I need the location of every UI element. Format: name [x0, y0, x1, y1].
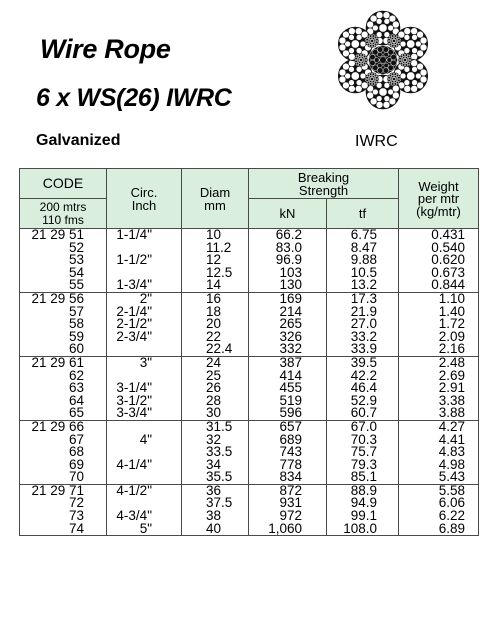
- cell-kn: [249, 356, 327, 420]
- cell-value-diam: 36: [206, 482, 222, 498]
- cell-diam: [182, 484, 249, 535]
- cell-value-circ: 1-1/2": [116, 252, 152, 268]
- cell-value-diam: 22.4: [206, 341, 233, 357]
- rope-construction-title: 6 x WS(26) IWRC: [36, 84, 232, 112]
- cell-value-wt: 2.69: [438, 367, 465, 383]
- cell-value-kn: 834: [279, 469, 302, 485]
- wire-strand-mark: [399, 60, 402, 63]
- cell-value-kn: 214: [279, 303, 302, 319]
- cell-value-diam: 40: [206, 520, 222, 536]
- table-row-group: [20, 484, 479, 535]
- cell-circ: [107, 229, 182, 293]
- cell-value-tf: 33.2: [350, 328, 377, 344]
- wire-strand-mark: [391, 60, 397, 66]
- cell-value-code: 21 29 66: [31, 418, 84, 434]
- cell-value-code: 58: [68, 316, 84, 332]
- header-circ-line1: Circ.: [130, 184, 158, 200]
- rope-cross-section-icon: [333, 5, 433, 123]
- wire-strand-mark: [372, 65, 378, 71]
- wire-strand-mark: [388, 79, 391, 82]
- wire-strand-mark: [376, 38, 379, 41]
- cell-value-wt: 4.83: [438, 444, 465, 460]
- wire-strand-mark: [370, 15, 377, 22]
- header-breaking-line1: Breaking: [297, 169, 350, 185]
- cell-value-wt: 5.43: [438, 469, 465, 485]
- cell-value-kn: 872: [279, 482, 302, 498]
- wire-strand-mark: [392, 21, 399, 28]
- wire-strand-mark: [355, 28, 362, 35]
- cell-value-wt: 0.540: [431, 239, 465, 255]
- wire-strand-mark: [369, 73, 372, 76]
- cell-value-diam: 30: [206, 405, 222, 421]
- cell-value-tf: 75.7: [350, 444, 377, 460]
- wire-strand-mark: [348, 53, 355, 60]
- cell-value-kn: 931: [279, 495, 302, 511]
- table-row-group: [20, 356, 479, 420]
- cell-value-code: 73: [68, 508, 84, 524]
- cell-value-kn: 414: [279, 367, 302, 383]
- cell-value-kn: 972: [279, 508, 302, 524]
- wire-strand-mark: [339, 76, 346, 83]
- cell-value-diam: 14: [206, 277, 222, 293]
- wire-strand-mark: [403, 58, 406, 61]
- cell-value-code: 64: [68, 392, 84, 408]
- cell-value-wt: 2.16: [438, 341, 465, 357]
- cell-value-code: 72: [68, 495, 84, 511]
- cell-value-diam: 18: [206, 303, 222, 319]
- wire-strand-mark: [355, 85, 362, 92]
- wire-strand-mark: [370, 60, 376, 66]
- wire-strand-mark: [370, 77, 373, 80]
- table-row-group: [20, 420, 479, 484]
- cell-value-diam: 11.2: [206, 239, 232, 255]
- cell-value-wt: 1.72: [438, 316, 465, 332]
- wire-strand-mark: [343, 82, 350, 89]
- cell-value-code: 52: [68, 239, 84, 255]
- cell-value-tf: 39.5: [350, 354, 377, 370]
- wire-strand-mark: [411, 28, 418, 35]
- wire-strand-mark: [394, 45, 397, 48]
- wire-strand-mark: [392, 77, 395, 80]
- cell-value-code: 54: [68, 264, 84, 280]
- cell-kn: [249, 420, 327, 484]
- wire-strand-mark: [339, 44, 346, 51]
- cell-value-code: 67: [68, 431, 84, 447]
- wire-strand-mark: [407, 72, 415, 80]
- wire-strand-mark: [420, 69, 427, 76]
- cell-diam: [182, 229, 249, 293]
- cell-value-code: 68: [68, 444, 84, 460]
- cell-diam: [182, 292, 249, 356]
- wire-strand-mark: [377, 68, 383, 74]
- cell-value-tf: 46.4: [350, 380, 377, 396]
- cell-tf: [327, 356, 399, 420]
- wire-strand-mark: [372, 83, 375, 86]
- cell-value-circ: 4-1/2": [116, 482, 152, 498]
- wire-strand-mark: [351, 72, 359, 80]
- cell-value-diam: 20: [206, 316, 222, 332]
- wire-strand-mark: [388, 41, 391, 44]
- wire-strand-mark: [377, 47, 383, 53]
- cell-value-diam: 24: [206, 354, 222, 370]
- wire-strand-mark: [339, 69, 346, 76]
- wire-strand-mark: [411, 60, 418, 67]
- wire-strand-mark: [370, 54, 376, 60]
- wire-strand-mark: [370, 39, 373, 42]
- cell-value-wt: 3.88: [438, 405, 465, 421]
- wire-strand-mark: [402, 54, 405, 57]
- cell-value-tf: 8.47: [350, 239, 377, 255]
- cell-value-tf: 42.2: [350, 367, 377, 383]
- cell-value-tf: 99.1: [350, 508, 377, 524]
- cell-value-tf: 67.0: [350, 418, 377, 434]
- wire-strand-mark: [355, 60, 358, 63]
- cell-value-kn: 96.9: [275, 252, 302, 268]
- cell-value-tf: 17.3: [350, 290, 377, 306]
- wire-strand-mark: [348, 28, 355, 35]
- wire-strand-mark: [343, 63, 350, 70]
- cell-value-wt: 2.91: [438, 380, 465, 396]
- wire-strand-mark: [388, 65, 394, 71]
- cell-value-wt: 2.09: [438, 328, 465, 344]
- cell-code: [20, 484, 107, 535]
- cell-value-circ: 2": [139, 290, 152, 306]
- wire-strand-mark: [379, 24, 387, 32]
- cell-value-code: 70: [68, 469, 84, 485]
- wire-strand-mark: [343, 31, 350, 38]
- wire-strand-mark: [366, 79, 369, 82]
- header-weight: [399, 169, 479, 229]
- wire-strand-mark: [409, 57, 412, 60]
- cell-value-code: 21 29 56: [31, 290, 84, 306]
- wire-strand-mark: [404, 28, 411, 35]
- cell-value-tf: 70.3: [350, 431, 377, 447]
- header-diam-line2: mm: [204, 197, 226, 213]
- cell-value-kn: 519: [279, 392, 302, 408]
- cell-value-wt: 4.27: [438, 418, 465, 434]
- wire-strand-mark: [383, 68, 389, 74]
- cell-value-code: 59: [68, 328, 84, 344]
- header-breaking-line2: Strength: [298, 182, 349, 198]
- wire-strand-mark: [417, 63, 424, 70]
- wire-strand-mark: [376, 12, 383, 19]
- wire-strand-mark: [394, 83, 397, 86]
- cell-value-wt: 6.06: [438, 495, 465, 511]
- wire-strand-mark: [367, 21, 374, 28]
- cell-wt: [399, 484, 479, 535]
- header-code-sub: [20, 199, 107, 229]
- cell-kn: [249, 229, 327, 293]
- cell-value-kn: 1,060: [268, 520, 302, 536]
- cell-value-circ: 5": [139, 520, 152, 536]
- cell-value-kn: 332: [279, 341, 302, 357]
- cell-value-code: 53: [68, 252, 84, 268]
- wire-strand-mark: [369, 35, 372, 38]
- cell-wt: [399, 356, 479, 420]
- cell-value-tf: 85.1: [350, 469, 377, 485]
- cell-diam: [182, 420, 249, 484]
- cell-value-kn: 743: [279, 444, 302, 460]
- cell-value-diam: 34: [206, 456, 222, 472]
- cell-tf: [327, 292, 399, 356]
- cell-value-diam: 33.5: [206, 444, 233, 460]
- wire-strand-mark: [417, 82, 424, 89]
- cell-tf: [327, 420, 399, 484]
- wire-strand-mark: [376, 76, 379, 79]
- cell-circ: [107, 420, 182, 484]
- finish-label: Galvanized: [36, 132, 121, 149]
- wire-strand-mark: [417, 31, 424, 38]
- cell-value-circ: 2-1/2": [116, 316, 152, 332]
- cell-value-kn: 657: [279, 418, 302, 434]
- cell-value-diam: 12: [206, 252, 222, 268]
- cell-value-tf: 60.7: [350, 405, 377, 421]
- cell-value-kn: 169: [279, 290, 302, 306]
- cell-value-tf: 52.9: [350, 392, 377, 408]
- wire-strand-mark: [372, 45, 375, 48]
- table-row-group: [20, 229, 479, 293]
- wire-strand-mark: [405, 64, 408, 67]
- cell-kn: [249, 484, 327, 535]
- cell-value-code: 21 29 51: [31, 227, 84, 242]
- cell-value-tf: 10.5: [350, 264, 377, 280]
- wire-strand-mark: [392, 85, 399, 92]
- cell-value-circ: 3-1/2": [116, 392, 152, 408]
- wire-strand-mark: [398, 76, 401, 79]
- wire-strand-mark: [365, 57, 368, 60]
- cell-value-diam: 26: [206, 380, 222, 396]
- header-circ-line2: Inch: [131, 197, 157, 213]
- cell-value-circ: 1-3/4": [116, 277, 152, 293]
- cell-code: [20, 420, 107, 484]
- cell-value-circ: 1-1/4": [116, 227, 152, 242]
- wire-strand-mark: [358, 54, 361, 57]
- cell-value-tf: 94.9: [350, 495, 377, 511]
- cell-value-tf: 79.3: [350, 456, 377, 472]
- wire-strand-mark: [389, 98, 396, 105]
- cell-value-diam: 37.5: [206, 495, 233, 511]
- wire-strand-mark: [391, 54, 397, 60]
- cell-value-code: 62: [68, 367, 84, 383]
- cell-value-wt: 4.98: [438, 456, 465, 472]
- wire-strand-mark: [379, 88, 387, 96]
- wire-strand-mark: [343, 50, 350, 57]
- cell-value-wt: 0.431: [431, 227, 465, 242]
- cell-value-circ: 4-3/4": [116, 508, 152, 524]
- cell-value-code: 63: [68, 380, 84, 396]
- cell-value-wt: 0.620: [431, 252, 465, 268]
- wire-strand-mark: [407, 40, 415, 48]
- cell-value-kn: 455: [279, 380, 302, 396]
- wire-strand-mark: [391, 73, 394, 76]
- cell-value-kn: 326: [279, 328, 302, 344]
- cell-circ: [107, 484, 182, 535]
- wire-strand-mark: [376, 101, 383, 108]
- cell-value-code: 69: [68, 456, 84, 472]
- cell-circ: [107, 292, 182, 356]
- header-diam: [182, 169, 249, 229]
- wire-strand-mark: [383, 12, 390, 19]
- wire-strand-mark: [392, 39, 395, 42]
- cell-value-diam: 12.5: [206, 264, 233, 280]
- cell-value-circ: 3": [139, 354, 152, 370]
- wire-strand-mark: [420, 44, 427, 51]
- cell-value-diam: 16: [206, 290, 222, 306]
- header-code-sub1: 200 mtrs: [39, 199, 87, 214]
- cell-value-tf: 6.75: [350, 227, 377, 242]
- header-weight-line2: per mtr: [417, 191, 460, 207]
- cell-value-wt: 1.40: [438, 303, 465, 319]
- cell-wt: [399, 229, 479, 293]
- wire-strand-mark: [366, 41, 369, 44]
- cell-value-circ: [107, 471, 152, 484]
- cell-value-code: 65: [68, 405, 84, 421]
- wire-strand-mark: [404, 85, 411, 92]
- wire-strand-mark: [420, 76, 427, 83]
- specification-table: [19, 168, 479, 536]
- cell-circ: [107, 356, 182, 420]
- wire-strand-mark: [361, 64, 364, 67]
- cell-value-tf: 13.2: [350, 277, 377, 293]
- cell-value-circ: 4-1/4": [116, 456, 152, 472]
- cell-value-wt: 0.673: [431, 264, 465, 280]
- cell-value-circ: 3-3/4": [116, 405, 152, 421]
- cell-value-diam: 28: [206, 392, 222, 408]
- wire-strand-mark: [380, 57, 387, 64]
- cell-value-wt: 6.89: [438, 520, 465, 536]
- cell-value-circ: 2-3/4": [116, 328, 152, 344]
- wire-strand-mark: [383, 47, 389, 53]
- cell-value-diam: 38: [206, 508, 222, 524]
- cell-code: [20, 292, 107, 356]
- cell-value-kn: 130: [279, 277, 302, 293]
- cell-value-code: 74: [68, 520, 84, 536]
- cell-wt: [399, 292, 479, 356]
- cell-value-tf: 88.9: [350, 482, 377, 498]
- cell-value-code: 55: [68, 277, 84, 293]
- wire-strand-mark: [417, 50, 424, 57]
- wire-strand-mark: [398, 38, 401, 41]
- header-code: CODE: [20, 169, 107, 199]
- cell-value-tf: 21.9: [350, 303, 377, 319]
- cell-value-code: 57: [68, 303, 84, 319]
- cell-value-diam: 25: [206, 367, 222, 383]
- wire-strand-mark: [370, 98, 377, 105]
- cell-value-code: 21 29 61: [31, 354, 84, 370]
- wire-strand-mark: [348, 85, 355, 92]
- wire-strand-mark: [383, 101, 390, 108]
- cell-value-kn: 387: [279, 354, 302, 370]
- cell-value-tf: 27.0: [350, 316, 377, 332]
- header-kn: kN: [249, 199, 327, 229]
- cell-value-wt: 5.58: [438, 482, 465, 498]
- cell-value-code: 21 29 71: [31, 482, 84, 498]
- wire-strand-mark: [392, 92, 399, 99]
- cell-value-diam: 35.5: [206, 469, 233, 485]
- page-title: Wire Rope: [40, 34, 171, 64]
- table-row-group: [20, 292, 479, 356]
- cell-value-circ: 2-1/4": [116, 303, 152, 319]
- header-breaking-strength: [249, 169, 399, 199]
- cell-value-tf: 108.0: [343, 520, 377, 536]
- cell-value-kn: 103: [279, 264, 302, 280]
- wire-strand-mark: [359, 58, 362, 61]
- cell-value-kn: 83.0: [275, 239, 302, 255]
- cell-value-diam: 31.5: [206, 418, 233, 434]
- wire-strand-mark: [420, 37, 427, 44]
- cell-diam: [182, 356, 249, 420]
- diagram-label: IWRC: [355, 133, 398, 150]
- header-weight-line1: Weight: [418, 178, 459, 194]
- cell-tf: [327, 484, 399, 535]
- cell-tf: [327, 229, 399, 293]
- header-code-sub2: 110 fms: [42, 212, 84, 227]
- wire-strand-mark: [339, 37, 346, 44]
- cell-value-diam: 10: [206, 227, 222, 242]
- cell-value-circ: 4": [139, 431, 152, 447]
- cell-kn: [249, 292, 327, 356]
- cell-value-wt: 6.22: [438, 508, 465, 524]
- cell-code: [20, 229, 107, 293]
- header-circ: [107, 169, 182, 229]
- cell-value-wt: 2.48: [438, 354, 465, 370]
- cell-value-tf: 33.9: [350, 341, 377, 357]
- wire-strand-mark: [367, 92, 374, 99]
- cell-value-diam: 32: [206, 431, 222, 447]
- cell-value-tf: 9.88: [350, 252, 377, 268]
- cell-value-kn: 596: [279, 405, 302, 421]
- cell-value-kn: 778: [279, 456, 302, 472]
- header-diam-line1: Diam: [199, 184, 231, 200]
- wire-strand-mark: [389, 15, 396, 22]
- wire-strand-mark: [411, 85, 418, 92]
- cell-value-wt: 4.41: [438, 431, 465, 447]
- cell-value-wt: 3.38: [438, 392, 465, 408]
- cell-value-wt: 1.10: [438, 290, 465, 306]
- cell-value-diam: 22: [206, 328, 222, 344]
- cell-value-kn: 689: [279, 431, 302, 447]
- cell-value-circ: 3-1/4": [116, 380, 152, 396]
- header-tf: tf: [327, 199, 399, 229]
- wire-strand-mark: [391, 35, 394, 38]
- cell-wt: [399, 420, 479, 484]
- wire-strand-mark: [372, 49, 378, 55]
- cell-value-wt: 0.844: [431, 277, 465, 293]
- cell-value-code: 60: [68, 341, 84, 357]
- cell-code: [20, 356, 107, 420]
- cell-value-kn: 265: [279, 316, 302, 332]
- wire-strand-mark: [388, 49, 394, 55]
- header-weight-line3: (kg/mtr): [416, 203, 461, 219]
- wire-strand-mark: [351, 40, 359, 48]
- cell-value-kn: 66.2: [275, 227, 302, 242]
